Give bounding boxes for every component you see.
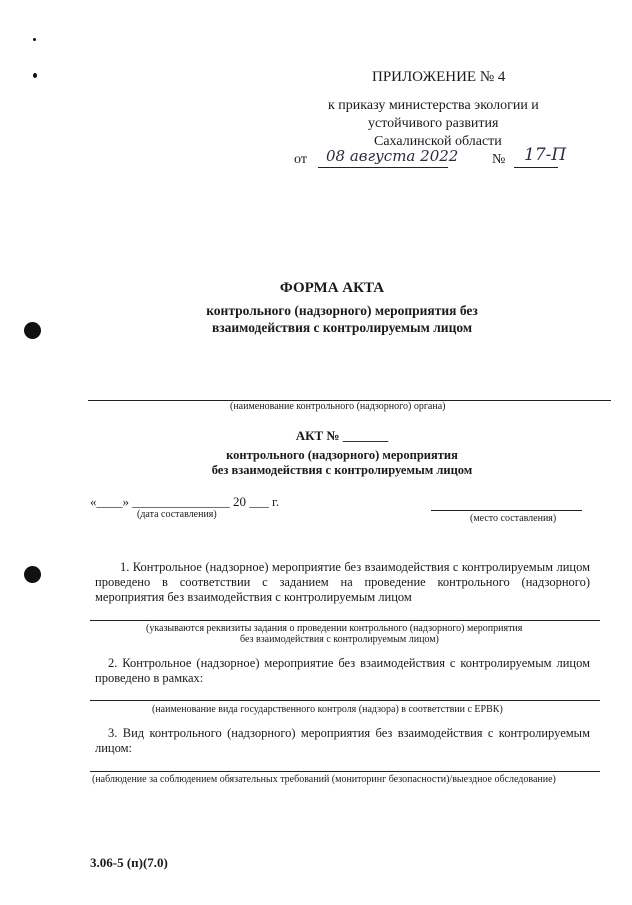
item1-line: мероприятия без взаимодействия с контролируемым лицом (95, 590, 412, 604)
place-line (431, 510, 582, 511)
scan-speck (33, 73, 37, 78)
place-caption: (место составления) (470, 513, 557, 524)
item2-caption: (наименование вида государственного контроля (надзора) в соответствии с ЕРВК) (152, 704, 503, 715)
act-subtitle: контрольного (надзорного) мероприятия (226, 448, 458, 462)
handwritten-number: 17-П (524, 145, 567, 165)
appendix-line: устойчивого развития (368, 116, 499, 131)
form-subtitle: взаимодействия с контролируемым лицом (211, 320, 473, 335)
item1-fill-line (90, 620, 600, 621)
item3-fill-line (90, 771, 600, 772)
item1-caption: без взаимодействия с контролируемым лицом) (240, 634, 439, 645)
number-underline (514, 167, 558, 168)
appendix-title: ПРИЛОЖЕНИЕ № 4 (372, 69, 506, 85)
date-underline (318, 167, 448, 168)
scan-speck (33, 38, 36, 41)
act-title: АКТ № _______ (295, 428, 389, 443)
item1-line: 1. Контрольное (надзорное) мероприятие без взаимодействия с контролируемым лицом (120, 560, 590, 574)
form-title: ФОРМА АКТА (279, 280, 385, 296)
item2-line: проведено в рамках: (95, 671, 204, 685)
item1-line: проведено в соответствии с заданием на проведение контрольного (надзорного) (95, 575, 590, 589)
punch-hole (24, 322, 41, 339)
appendix-line: к приказу министерства экологии и (328, 98, 539, 113)
punch-hole (24, 566, 41, 583)
appendix-line: Сахалинской области (374, 134, 502, 149)
from-label: от (294, 152, 307, 167)
form-subtitle: контрольного (надзорного) мероприятия без (206, 303, 478, 318)
date-caption: (дата составления) (137, 509, 217, 520)
item2-fill-line (90, 700, 600, 701)
item3-line: 3. Вид контрольного (надзорного) мероприятия без взаимодействия с контролируемым (108, 726, 590, 740)
item3-caption: (наблюдение за соблюдением обязательных требований (мониторинг безопасности)/выездное обследование) (92, 774, 556, 785)
form-code: 3.06-5 (п)(7.0) (90, 855, 168, 870)
item3-line: лицом: (95, 741, 133, 755)
number-label: № (492, 152, 506, 167)
organ-caption: (наименование контрольного (надзорного) органа) (230, 401, 446, 412)
handwritten-date: 08 августа 2022 (326, 147, 459, 165)
act-subtitle: без взаимодействия с контролируемым лицом (211, 463, 473, 477)
item1-caption: (указываются реквизиты задания о проведении контрольного (надзорного) мероприятия (146, 623, 523, 634)
item2-line: 2. Контрольное (надзорное) мероприятие без взаимодействия с контролируемым лицом (108, 656, 590, 670)
date-template: «____» _______________ 20 ___ г. (90, 494, 280, 509)
